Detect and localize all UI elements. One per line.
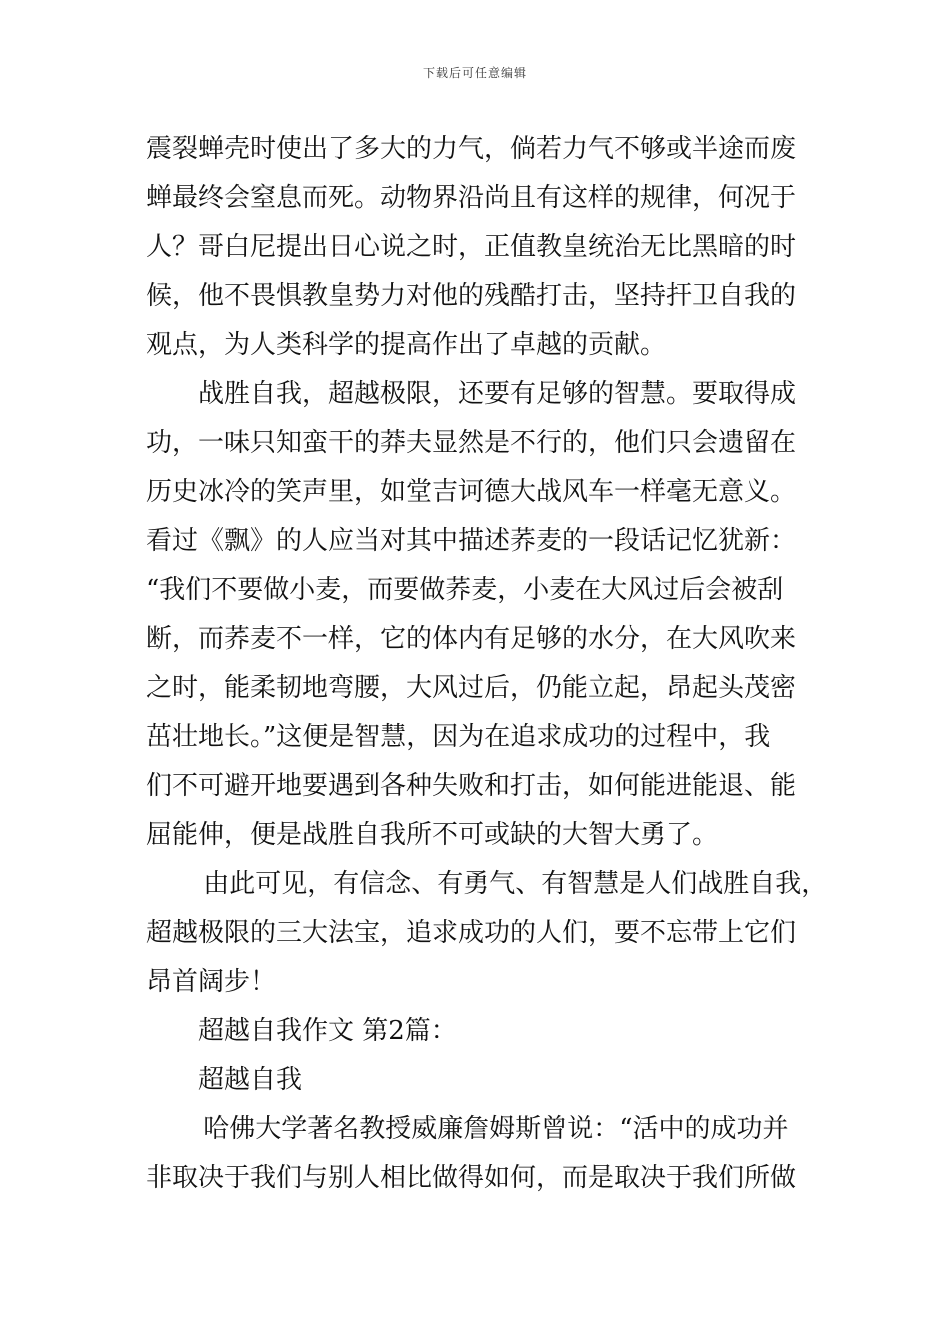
text-line: 超越自我作文 第2篇： <box>198 1016 457 1046</box>
text-line: 茁壮地长。”这便是智慧，因为在追求成功的过程中，我 <box>146 722 771 752</box>
text-line: 们不可避开地要遇到各种失败和打击，如何能进能退、能 <box>146 771 797 801</box>
text-line: 震裂蝉壳时使出了多大的力气，倘若力气不够或半途而废 <box>146 134 797 164</box>
text-line: 昂首阔步！ <box>146 967 277 997</box>
text-line: 之时，能柔韧地弯腰，大风过后，仍能立起，昂起头茂密 <box>146 673 797 703</box>
document-body <box>146 125 846 1203</box>
text-line: 非取决于我们与别人相比做得如何，而是取决于我们所做 <box>146 1163 797 1193</box>
text-line: 历史冰冷的笑声里，如堂吉诃德大战风车一样毫无意义。 <box>146 477 797 507</box>
text-line: 人？哥白尼提出日心说之时，正值教皇统治无比黑暗的时 <box>146 232 797 262</box>
text-line: 哈佛大学著名教授威廉詹姆斯曾说：“活中的成功并 <box>203 1114 789 1144</box>
text-line: 由此可见，有信念、有勇气、有智慧是人们战胜自我， <box>203 869 828 899</box>
text-line: 功，一味只知蛮干的莽夫显然是不行的，他们只会遗留在 <box>146 428 797 458</box>
text-line: 观点，为人类科学的提高作出了卓越的贡献。 <box>146 330 667 360</box>
text-line: 屈能伸，便是战胜自我所不可或缺的大智大勇了。 <box>146 820 719 850</box>
text-line: 战胜自我，超越极限，还要有足够的智慧。要取得成 <box>198 379 797 409</box>
text-line: 断，而荞麦不一样，它的体内有足够的水分，在大风吹来 <box>146 624 797 654</box>
text-line: 候，他不畏惧教皇势力对他的残酷打击，坚持扞卫自我的 <box>146 281 797 311</box>
text-line: 超越极限的三大法宝，追求成功的人们，要不忘带上它们 <box>146 918 797 948</box>
page-header-note: 下载后可任意编辑 <box>422 66 527 80</box>
text-line: 看过《飘》的人应当对其中描述荞麦的一段话记忆犹新： <box>146 526 797 556</box>
text-line: 超越自我 <box>198 1065 303 1095</box>
text-line: “我们不要做小麦，而要做荞麦，小麦在大风过后会被刮 <box>146 575 784 605</box>
text-line: 蝉最终会窒息而死。动物界沿尚且有这样的规律，何况于 <box>146 183 797 213</box>
